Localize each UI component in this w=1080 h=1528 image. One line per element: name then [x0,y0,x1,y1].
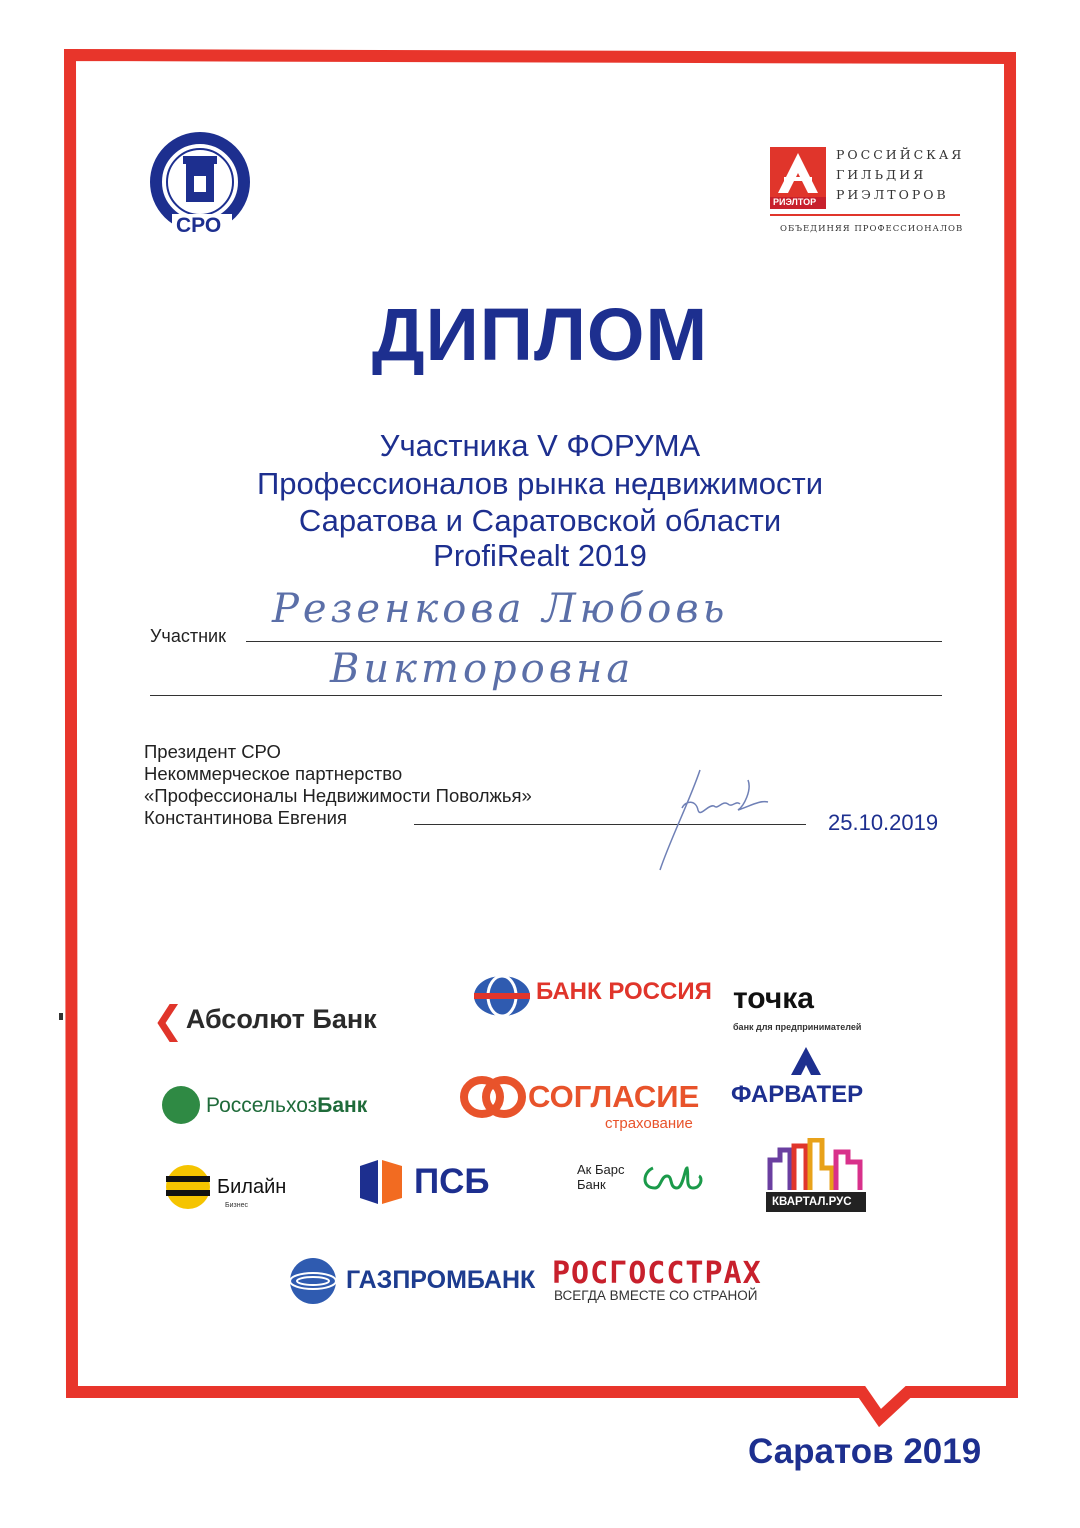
president-line-4: Константинова Евгения [144,807,348,828]
sponsor-tochka: точка [733,982,814,1015]
guild-rule [770,214,960,216]
sponsor-gazprombank [288,1256,536,1311]
guild-mark-icon [770,147,826,209]
beeline-subtitle: Бизнес [225,1202,248,1209]
kvartal-label: КВАРТАЛ.РУС [772,1196,852,1208]
guild-line1: РОССИЙСКАЯ [836,147,965,162]
sponsor-beeline-business [165,1164,287,1215]
akbars-script-icon [639,1164,709,1194]
beeline-stripes-icon [165,1164,211,1210]
psb-mark-icon [356,1158,406,1206]
guild-line3: РИЭЛТОРОВ [836,187,949,202]
bank-russia-label: БАНК РОССИЯ [536,978,712,1005]
handwritten-signature [640,760,790,885]
subtitle-line-4: ProfiRealt 2019 [433,538,647,573]
guild-line2: ГИЛЬДИЯ [836,167,927,182]
subtitle-line-1: Участника V ФОРУМА [379,428,701,463]
sponsor-rosselkhozbank [162,1086,367,1124]
sponsor-bank-russia [472,974,712,1023]
gazprombank-label: ГАЗПРОМБАНК [346,1266,536,1294]
bank-russia-globe-icon [472,974,532,1018]
psb-label: ПСБ [414,1162,490,1201]
president-line-1: Президент СРО [144,741,281,762]
guild-logo [770,145,970,237]
farvater-sail-icon [731,1045,881,1079]
president-line-2: Некоммерческое партнерство [144,763,403,784]
rshb-label-part2: Банк [317,1094,368,1117]
sro-logo [150,132,254,242]
rshb-label-part1: Россельхоз [206,1094,318,1117]
akbars-label-2: Банк [577,1177,606,1192]
sponsor-farvater [731,1045,881,1108]
rshb-emblem-icon [162,1086,200,1124]
rosgosstrakh-subtitle: ВСЕГДА ВМЕСТЕ СО СТРАНОЙ [554,1288,758,1303]
city-year: Саратов 2019 [748,1432,982,1471]
gazprombank-globe-icon [288,1256,338,1306]
participant-line-2 [150,695,942,696]
absolut-label: Абсолют Банк [185,1004,377,1034]
subtitle-line-3: Саратова и Саратовской области [298,503,782,538]
soglasie-label: СОГЛАСИЕ [528,1079,700,1114]
participant-label: Участник [150,626,226,646]
sponsor-psb [356,1158,490,1211]
participant-line-1 [246,641,942,642]
president-block [144,741,532,829]
rosgosstrakh-label: РОСГОССТРАХ [552,1256,762,1291]
president-line-3: «Профессионалы Недвижимости Поволжья» [144,785,532,806]
scan-speck [59,1013,63,1020]
sponsor-absolut-bank [152,998,377,1043]
issue-date: 25.10.2019 [828,810,939,835]
absolut-mark-icon: ❮ [152,1000,184,1042]
soglasie-rings-icon [460,1075,526,1119]
participant-name-line1: Резенкова Любовь [272,586,729,632]
beeline-label: Билайн [217,1176,287,1198]
soglasie-subtitle: страхование [605,1115,693,1132]
akbars-label-1: Ак Барс [577,1162,625,1177]
sponsor-kvartal-rus [766,1138,866,1217]
farvater-label: ФАРВАТЕР [731,1081,864,1108]
sro-label: СРО [176,214,222,237]
participant-name-line2: Викторовна [330,646,635,692]
guild-badge: РИЭЛТОР [773,197,817,207]
diploma-title: ДИПЛОМ [371,293,709,376]
sponsor-soglasie [460,1075,700,1132]
guild-tagline: ОБЪЕДИНЯЯ ПРОФЕССИОНАЛОВ [780,224,964,234]
subtitle-line-2: Профессионалов рынка недвижимости [256,466,824,501]
tochka-subtitle: банк для предпринимателей [733,1022,862,1032]
